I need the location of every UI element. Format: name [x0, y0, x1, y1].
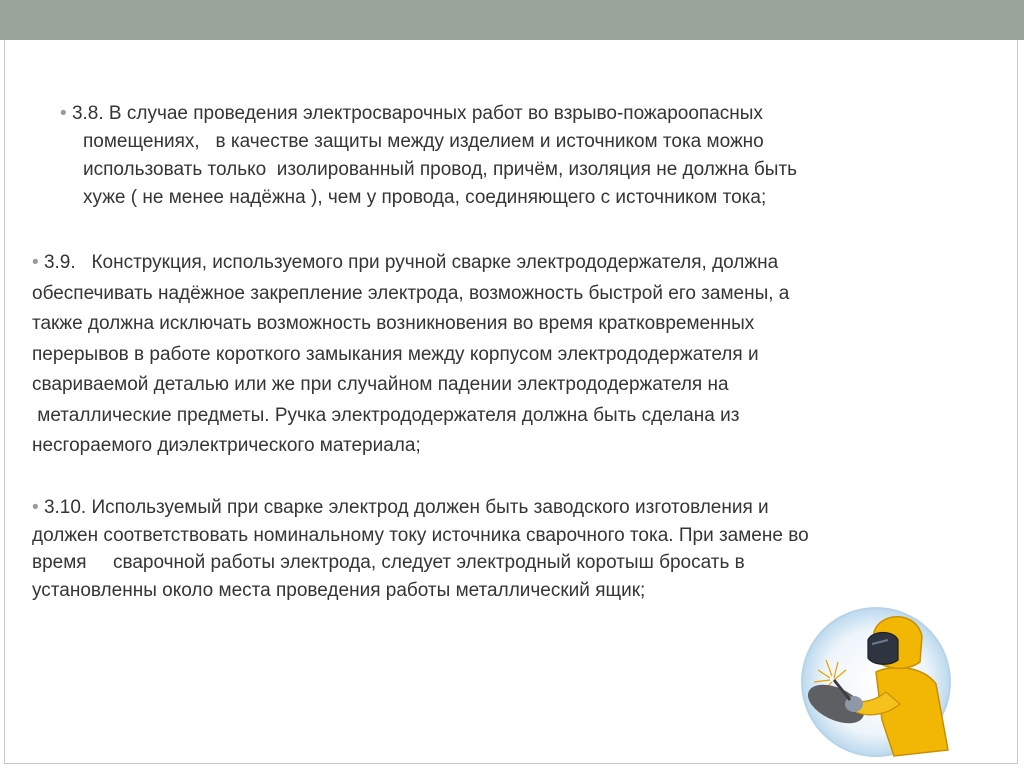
paragraph-line: хуже ( не менее надёжна ), чем у провода, соединяющего с источником тока;: [83, 187, 767, 208]
paragraph-line: перерывов в работе короткого замыкания между корпусом электрододержателя и: [32, 343, 759, 365]
welder-illustration: [798, 600, 958, 760]
paragraph-line: металлические предметы. Ручка электрододержателя должна быть сделана из: [32, 404, 740, 426]
paragraph-line: несгораемого диэлектрического материала;: [32, 435, 421, 456]
paragraph-line: использовать только изолированный провод, причём, изоляция не должна быть: [83, 159, 798, 180]
slide-header-bar: [0, 0, 1024, 40]
paragraph-line: установленны около места проведения работы металлический ящик;: [32, 579, 646, 601]
paragraph-line: также должна исключать возможность возникновения во время кратковременных: [32, 313, 755, 334]
bullet-icon: •: [32, 252, 39, 273]
paragraph-3-9: [32, 248, 789, 462]
paragraph-3-8: [60, 100, 797, 212]
paragraph-line: обеспечивать надёжное закрепление электрода, возможность быстрой его замены, а: [32, 282, 790, 304]
paragraph-line: должен соответствовать номинальному току источника сварочного тока. При замене во: [32, 524, 809, 546]
paragraph-line: • 3.8. В случае проведения электросварочных работ во взрыво-пожароопасных: [60, 103, 763, 124]
bullet-icon: •: [32, 497, 39, 518]
paragraph-line: • 3.9. Конструкция, используемого при ручной сварке электрододержателя, должна: [32, 252, 779, 273]
paragraph-line: • 3.10. Используемый при сварке электрод должен быть заводского изготовления и: [32, 497, 769, 518]
paragraph-3-10: [32, 494, 809, 604]
paragraph-line: время сварочной работы электрода, следует электродный коротыш бросать в: [32, 552, 745, 573]
paragraph-line: помещениях, в качестве защиты между изделием и источником тока можно: [83, 131, 764, 152]
paragraph-line: свариваемой деталью или же при случайном падении электрододержателя на: [32, 374, 729, 395]
visor-icon: [868, 633, 898, 665]
bullet-icon: •: [60, 103, 67, 124]
